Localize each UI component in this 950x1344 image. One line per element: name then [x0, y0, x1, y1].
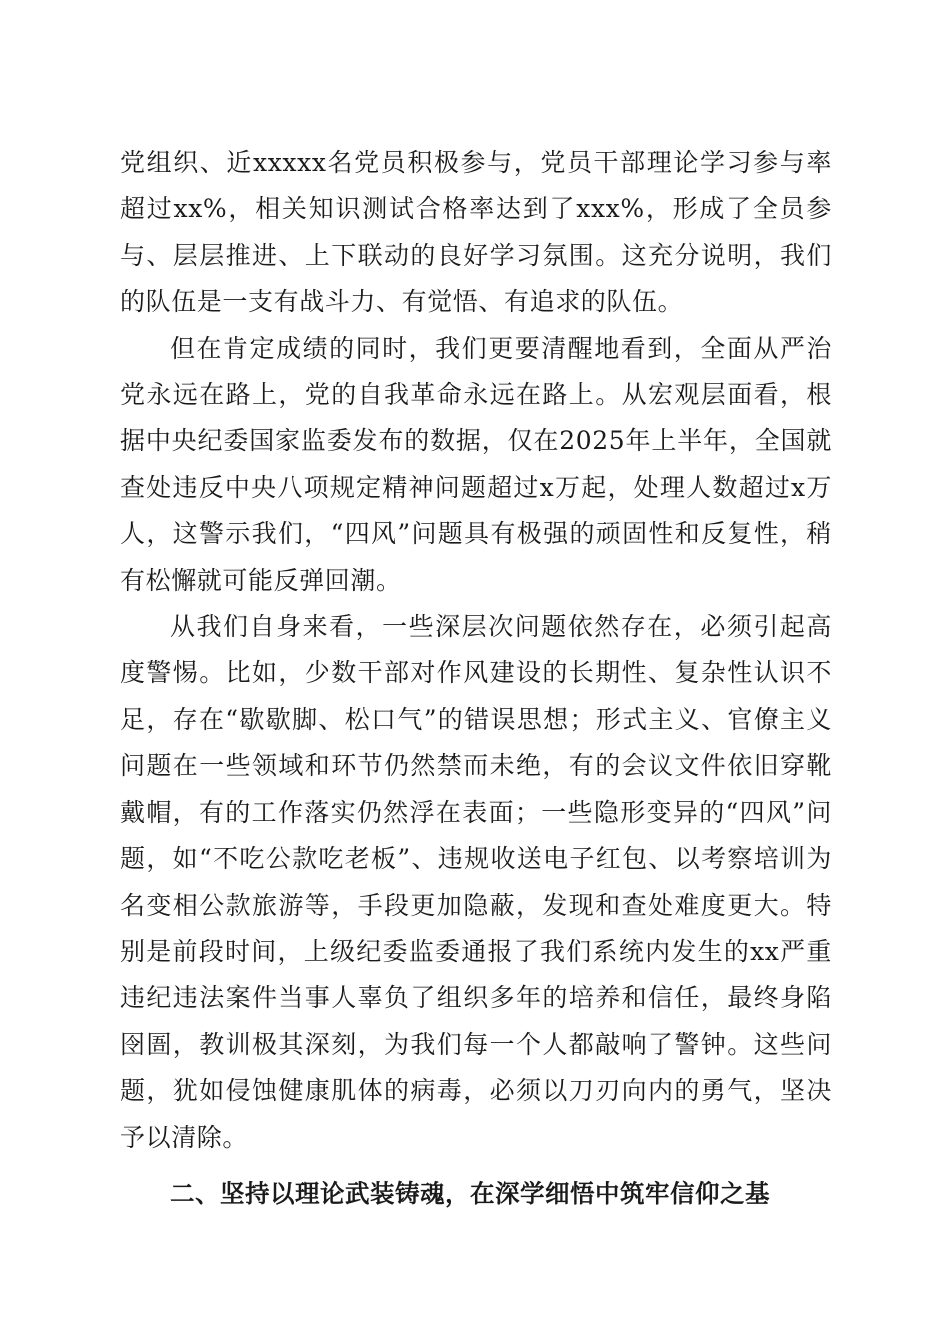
- paragraph-achievements-caution: 但在肯定成绩的同时，我们更要清醒地看到，全面从严治党永远在路上，党的自我革命永远在路上。从宏观层面看，根据中央纪委国家监委发布的数据，仅在2025年上半年，全国就查处违反中央八项规定精神问题超过x万起，处理人数超过x万人，这警示我们，“四风”问题具有极强的顽固性和反复性，稍有松懈就可能反弹回潮。: [120, 333, 832, 595]
- section-heading: 二、坚持以理论武装铸魂，在深学细悟中筑牢信仰之基: [170, 1178, 770, 1208]
- paragraph-problems: 从我们自身来看，一些深层次问题依然存在，必须引起高度警惕。比如，少数干部对作风建设的长期性、复杂性认识不足，存在“歇歇脚、松口气”的错误思想；形式主义、官僚主义问题在一些领域和环节仍然禁而未绝，有的会议文件依旧穿靴戴帽，有的工作落实仍然浮在表面；一些隐形变异的“四风”问题，如“不吃公款吃老板”、违规收送电子红包、以考察培训为名变相公款旅游等，手段更加隐蔽，发现和查处难度更大。特别是前段时间，上级纪委监委通报了我们系统内发生的xx严重违纪违法案件当事人辜负了组织多年的培养和信任，最终身陷囹圄，教训极其深刻，为我们每一个人都敲响了警钟。这些问题，犹如侵蚀健康肌体的病毒，必须以刀刃向内的勇气，坚决予以清除。: [120, 612, 832, 1152]
- paragraph-continuation: 党组织、近xxxxx名党员积极参与，党员干部理论学习参与率超过xx%，相关知识测试合格率达到了xxx%，形成了全员参与、层层推进、上下联动的良好学习氛围。这充分说明，我们的队伍是一支有战斗力、有觉悟、有追求的队伍。: [120, 148, 832, 317]
- document-body: [120, 140, 832, 1217]
